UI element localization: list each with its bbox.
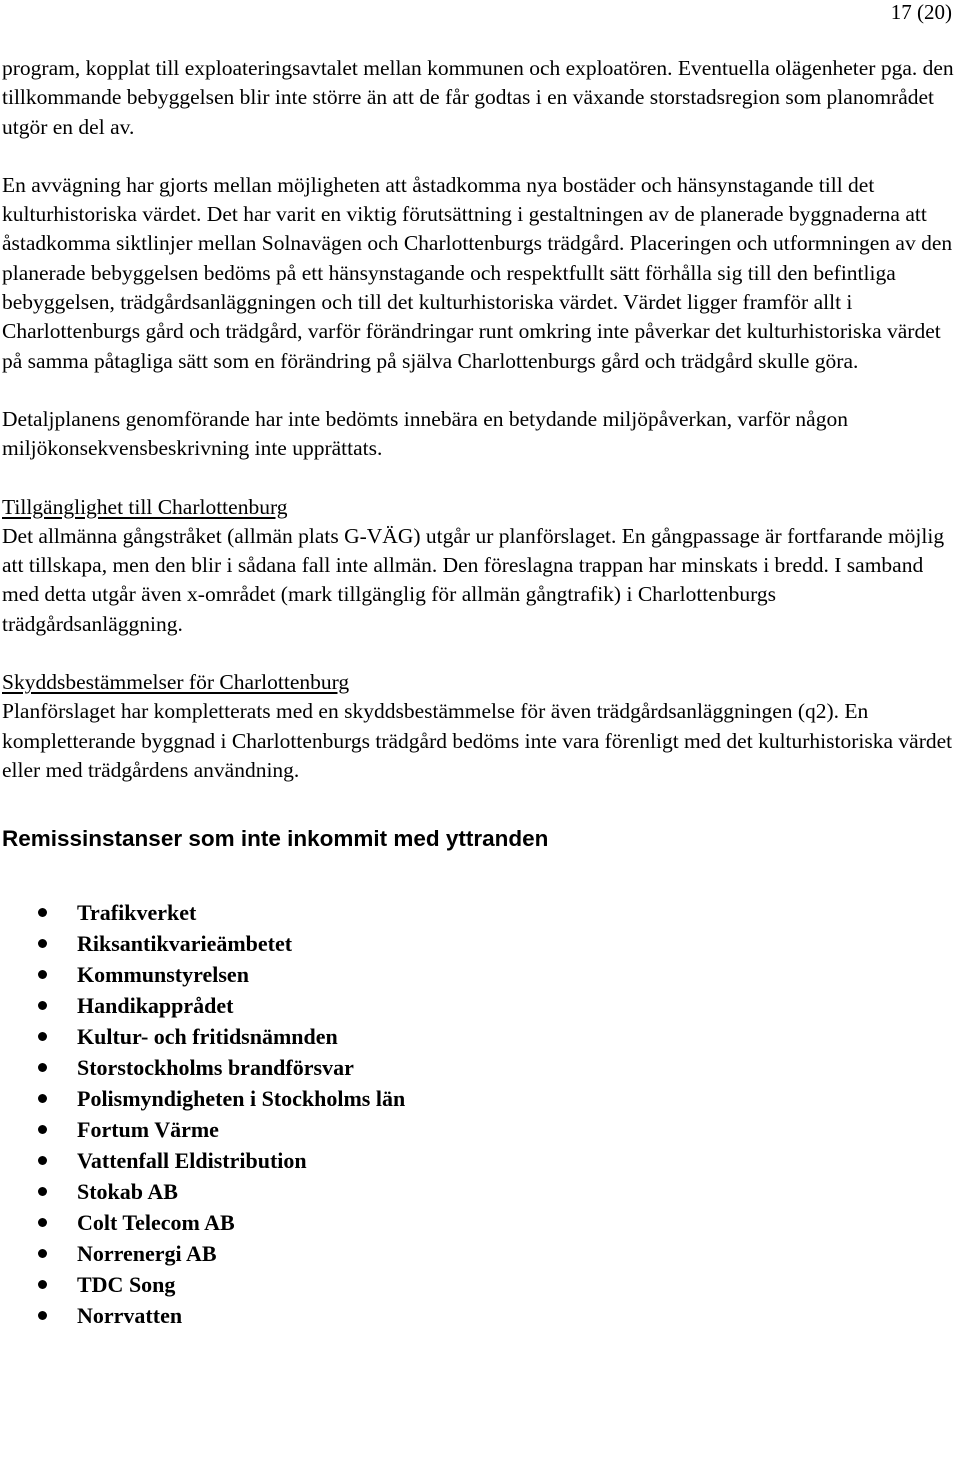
list-item xyxy=(2,897,954,928)
bullet-icon xyxy=(38,1001,47,1010)
list-item xyxy=(2,1021,954,1052)
remiss-list xyxy=(2,897,954,1331)
list-item xyxy=(2,1176,954,1207)
list-item-label: Trafikverket xyxy=(77,900,197,926)
list-item xyxy=(2,928,954,959)
list-item xyxy=(2,959,954,990)
list-item xyxy=(2,1083,954,1114)
bullet-icon xyxy=(38,1311,47,1320)
list-item xyxy=(2,1145,954,1176)
page-number: 17 (20) xyxy=(890,0,952,24)
list-item-label: Vattenfall Eldistribution xyxy=(77,1148,307,1174)
bullet-icon xyxy=(38,1094,47,1103)
bullet-icon xyxy=(38,1156,47,1165)
list-item-label: TDC Song xyxy=(77,1272,176,1298)
bullet-icon xyxy=(38,1187,47,1196)
list-item-label: Colt Telecom AB xyxy=(77,1210,235,1236)
list-item-label: Kultur- och fritidsnämnden xyxy=(77,1024,338,1050)
section-protection xyxy=(2,668,954,785)
list-item-label: Norrenergi AB xyxy=(77,1241,217,1267)
list-item-label: Kommunstyrelsen xyxy=(77,962,249,988)
bullet-icon xyxy=(38,1032,47,1041)
list-item xyxy=(2,1207,954,1238)
bullet-icon xyxy=(38,1249,47,1258)
list-item xyxy=(2,1238,954,1269)
remiss-heading: Remissinstanser som inte inkommit med yttranden xyxy=(2,826,549,852)
section-protection-text: Planförslaget har kompletterats med en skyddsbestämmelse för även trädgårdsanläggningen (q2). En kompletterande byggnad i Charlottenburgs trädgård bedöms inte vara förenligt med det kulturhistoriska värdet eller med trädgårdens användning. xyxy=(2,699,953,782)
list-item xyxy=(2,1114,954,1145)
list-item xyxy=(2,1052,954,1083)
section-protection-heading: Skyddsbestämmelser för Charlottenburg xyxy=(2,670,350,695)
section-access-text: Det allmänna gångstråket (allmän plats G-VÄG) utgår ur planförslaget. En gångpassage är fortfarande möjlig att tillskapa, men den blir i sådana fall inte allmän. Den föreslagna trappan har minskats i bredd. I samband med detta utgår även x-området (mark tillgänglig för allmän gångtrafik) i Charlottenburgs trädgårdsanläggning. xyxy=(2,523,945,636)
list-item-label: Storstockholms brandförsvar xyxy=(77,1055,354,1081)
list-item xyxy=(2,1269,954,1300)
bullet-icon xyxy=(38,970,47,979)
list-item-label: Polismyndigheten i Stockholms län xyxy=(77,1086,406,1112)
bullet-icon xyxy=(38,1125,47,1134)
section-access xyxy=(2,493,954,639)
bullet-icon xyxy=(38,908,47,917)
section-access-heading: Tillgänglighet till Charlottenburg xyxy=(2,494,288,519)
list-item xyxy=(2,1300,954,1331)
bullet-icon xyxy=(38,1280,47,1289)
list-item xyxy=(2,990,954,1021)
bullet-icon xyxy=(38,1218,47,1227)
paragraph-environmental-impact: Detaljplanens genomförande har inte bedömts innebära en betydande miljöpåverkan, varför någon miljökonsekvensbeskrivning inte upprättats. xyxy=(2,406,848,461)
list-item-label: Handikapprådet xyxy=(77,993,234,1019)
document-body xyxy=(2,54,954,1331)
list-item-label: Norrvatten xyxy=(77,1303,183,1329)
paragraph-exploitation: program, kopplat till exploateringsavtalet mellan kommunen och exploatören. Eventuella olägenheter pga. den tillkommande bebyggelsen blir inte större än att de får godtas i en växande storstadsregion som planområdet utgör en del av. xyxy=(2,56,954,139)
bullet-icon xyxy=(38,1063,47,1072)
list-item-label: Riksantikvarieämbetet xyxy=(77,931,293,957)
paragraph-cultural-balance: En avvägning har gjorts mellan möjligheten att åstadkomma nya bostäder och hänsynstagande till det kulturhistoriska värdet. Det har varit en viktig förutsättning i gestaltningen av de planerade byggnaderna att åstadkomma siktlinjer mellan Solnavägen och Charlottenburgs trädgård. Placeringen och utformningen av den planerade bebyggelsen bedöms på ett hänsynstagande och respektfullt sätt förhålla sig till den befintliga bebyggelsen, trädgårdsanläggningen och till det kulturhistoriska värdet. Värdet ligger framför allt i Charlottenburgs gård och trädgård, varför förändringar runt omkring inte påverkar det kulturhistoriska värdet på samma påtagliga sätt som en förändring på själva Charlottenburgs gård och trädgård skulle göra. xyxy=(2,172,953,373)
list-item-label: Fortum Värme xyxy=(77,1117,219,1143)
list-item-label: Stokab AB xyxy=(77,1179,178,1205)
bullet-icon xyxy=(38,939,47,948)
